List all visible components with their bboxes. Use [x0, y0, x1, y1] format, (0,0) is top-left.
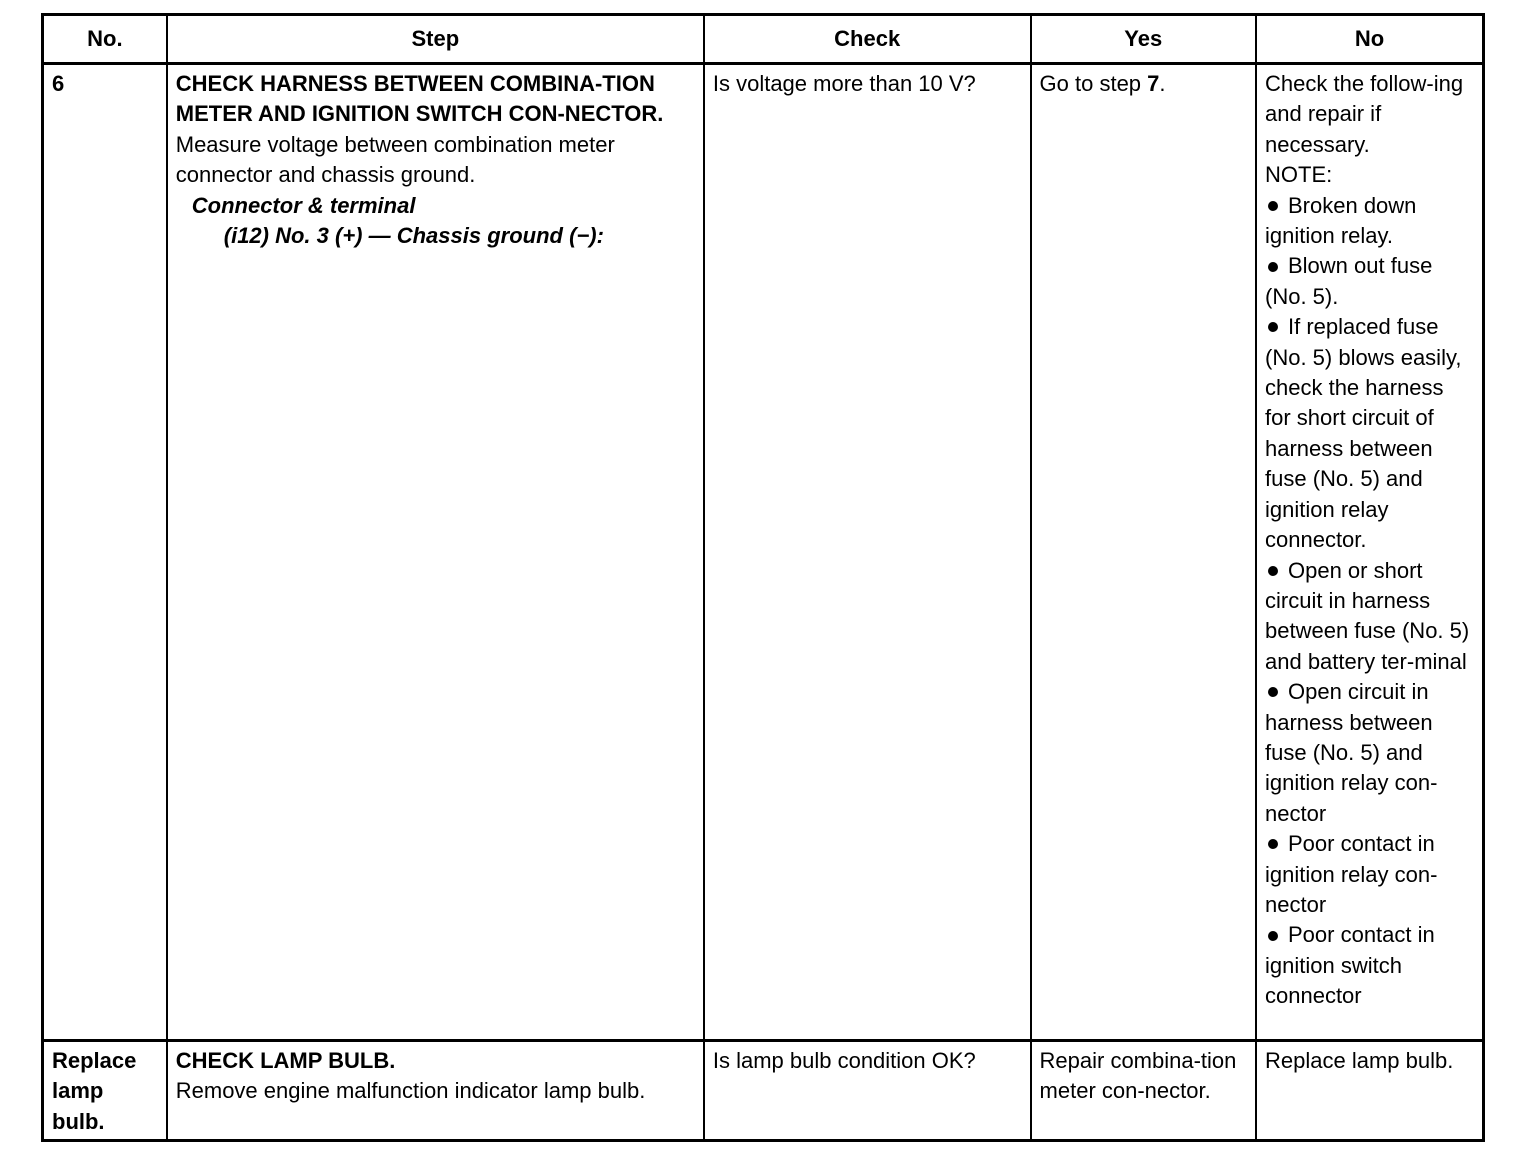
- step-cell: [167, 1041, 704, 1141]
- yes-prefix: Go to step: [1039, 71, 1148, 96]
- check-cell: [704, 64, 1031, 1041]
- row-number-cell: [43, 64, 167, 1041]
- yes-step-number: 7: [1147, 71, 1160, 96]
- no-note: NOTE:: [1265, 162, 1333, 188]
- header-no: No.: [43, 15, 167, 64]
- yes-suffix: .: [1159, 71, 1166, 96]
- list-item: [1265, 829, 1474, 920]
- list-item: [1265, 556, 1474, 678]
- no-cell: [1256, 1041, 1484, 1141]
- check-question: Is voltage more than 10 V?: [712, 71, 976, 96]
- bullet-icon: [1268, 322, 1278, 332]
- table-header-row: [43, 15, 1484, 64]
- header-yes: Yes: [1031, 15, 1256, 64]
- no-item-text: Poor contact in ignition switch connector: [1265, 922, 1435, 1009]
- no-item-text: Poor contact in ignition relay con-nector: [1265, 831, 1438, 917]
- connector-label: Connector & terminal: [191, 192, 416, 218]
- header-step: Step: [167, 15, 704, 64]
- step-title: CHECK HARNESS BETWEEN COMBINA-TION METER AND IGNITION SWITCH CON-NECTOR.: [175, 71, 664, 127]
- row-number-cell: [43, 1041, 167, 1141]
- no-action: Replace lamp bulb.: [1265, 1048, 1454, 1073]
- row-number: Replace lamp bulb.: [52, 1048, 137, 1134]
- check-question: Is lamp bulb condition OK?: [712, 1048, 976, 1073]
- no-item-text: Open or short circuit in harness between fuse (No. 5) and battery ter-minal: [1265, 557, 1470, 674]
- yes-cell: [1031, 64, 1256, 1041]
- list-item: [1265, 312, 1474, 555]
- step-cell: [167, 64, 704, 1041]
- step-title: CHECK LAMP BULB.: [175, 1048, 396, 1073]
- row-number: 6: [52, 71, 65, 96]
- no-item-text: If replaced fuse (No. 5) blows easily, check the harness for short circuit of harness between fuse (No. 5) and ignition relay connector.: [1265, 314, 1462, 553]
- bullet-icon: [1268, 931, 1278, 941]
- no-item-text: Broken down ignition relay.: [1265, 192, 1417, 249]
- diagnosis-table: [41, 13, 1485, 1142]
- connector-terminal: (i12) No. 3 (+) — Chassis ground (−):: [223, 223, 604, 249]
- bullet-icon: [1268, 262, 1278, 272]
- step-description: Remove engine malfunction indicator lamp bulb.: [175, 1078, 646, 1104]
- yes-action: Repair combina-tion meter con-nector.: [1039, 1048, 1237, 1104]
- no-item-text: Open circuit in harness between fuse (No. 5) and ignition relay con-nector: [1265, 679, 1438, 826]
- list-item: [1265, 920, 1474, 1011]
- yes-cell: [1031, 1041, 1256, 1141]
- table-row: [43, 64, 1484, 1041]
- header-check: Check: [704, 15, 1031, 64]
- step-description: Measure voltage between combination meter connector and chassis ground.: [175, 131, 615, 188]
- table-row: [43, 1041, 1484, 1141]
- no-cell: [1256, 64, 1484, 1041]
- no-item-text: Blown out fuse (No. 5).: [1265, 253, 1433, 309]
- header-no-result: No: [1256, 15, 1484, 64]
- bullet-icon: [1268, 201, 1278, 211]
- list-item: [1265, 251, 1474, 312]
- list-item: [1265, 677, 1474, 829]
- list-item: [1265, 191, 1474, 252]
- check-cell: [704, 1041, 1031, 1141]
- bullet-icon: [1268, 839, 1278, 849]
- bullet-icon: [1268, 566, 1278, 576]
- bullet-icon: [1268, 687, 1278, 697]
- no-intro: Check the follow-ing and repair if necessary.: [1265, 71, 1464, 157]
